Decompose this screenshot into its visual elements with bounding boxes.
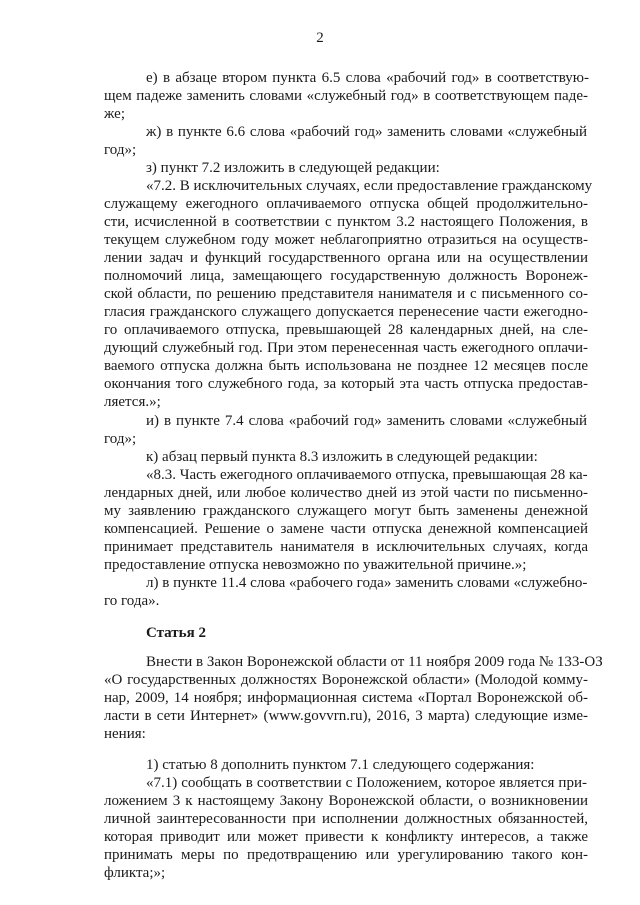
text-line: ложением 3 к настоящему Закону Воронежской области, о возникновении xyxy=(104,793,588,809)
text-line: «7.1) сообщать в соответствии с Положением, которое является при- xyxy=(146,775,587,791)
text-line: «7.2. В исключительных случаях, если предоставление гражданскому xyxy=(146,178,593,194)
text-line: Внести в Закон Воронежской области от 11 ноября 2009 года № 133-ОЗ xyxy=(146,654,603,670)
text-line: личной заинтересованности при исполнении должностных обязанностей, xyxy=(104,811,588,827)
text-line: з) пункт 7.2 изложить в следующей редакции: xyxy=(146,160,440,176)
text-line: фликта;»; xyxy=(104,865,166,881)
text-line: му заявлению гражданского служащего могут быть заменены денежной xyxy=(104,503,588,519)
text-line: год»; xyxy=(104,142,137,158)
article-heading: Статья 2 xyxy=(146,625,206,641)
text-line: принимать меры по предотвращению или урегулированию такого кон- xyxy=(104,847,588,863)
page-number: 2 xyxy=(316,30,324,46)
text-line: год»; xyxy=(104,431,137,447)
text-line: же; xyxy=(104,106,125,122)
text-line: ляется.»; xyxy=(104,394,161,410)
text-line: служащему ежегодного оплачиваемого отпуска общей продолжительно- xyxy=(104,196,588,212)
text-line: е) в абзаце втором пункта 6.5 слова «рабочий год» в соответствую- xyxy=(146,70,589,86)
text-line: нения: xyxy=(104,726,146,742)
text-line: дующий служебный год. При этом перенесенная часть ежегодного оплачи- xyxy=(104,340,588,356)
text-line: «8.3. Часть ежегодного оплачиваемого отпуска, превышающая 28 ка- xyxy=(146,467,588,483)
text-line: которая приводит или может привести к конфликту интересов, а также xyxy=(104,829,588,845)
text-line: и) в пункте 7.4 слова «рабочий год» заменить словами «служебный xyxy=(146,413,587,429)
text-line: лендарных дней, или любое количество дней из этой части по письменно- xyxy=(104,485,588,501)
text-line: го оплачиваемого отпуска, превышающей 28 календарных дней, на сле- xyxy=(104,322,588,338)
text-line: ской области, по решению представителя нанимателя и с письменного со- xyxy=(104,286,588,302)
text-line: полномочий лица, замещающего государственную должность Воронеж- xyxy=(104,268,588,284)
text-line: ж) в пункте 6.6 слова «рабочий год» заменить словами «служебный xyxy=(146,124,587,140)
text-line: принимает представитель нанимателя в исключительных случаях, когда xyxy=(104,539,588,555)
text-line: «О государственных должностях Воронежской области» (Молодой комму- xyxy=(104,672,588,688)
text-line: предоставление отпуска невозможно по уважительной причине.»; xyxy=(104,557,527,573)
text-line: 1) статью 8 дополнить пунктом 7.1 следующего содержания: xyxy=(146,757,535,773)
text-line: ваемого отпуска должна быть использована не позднее 12 месяцев после xyxy=(104,358,588,374)
text-line: л) в пункте 11.4 слова «рабочего года» заменить словами «служебно- xyxy=(146,575,588,591)
text-line: щем падеже заменить словами «служебный год» в соответствующем паде- xyxy=(104,88,588,104)
text-line: к) абзац первый пункта 8.3 изложить в следующей редакции: xyxy=(146,449,538,465)
text-line: лении задач и функций государственного органа или на осуществлении xyxy=(104,250,588,266)
text-line: ласти в сети Интернет» (www.govvrn.ru), 2016, 3 марта) следующие изме- xyxy=(104,708,588,724)
text-line: го года». xyxy=(104,593,160,609)
text-line: текущем служебном году может неблагоприятно отразиться на осуществ- xyxy=(104,232,588,248)
text-line: компенсацией. Решение о замене части отпуска денежной компенсацией xyxy=(104,521,588,537)
text-line: нар, 2009, 14 ноября; информационная система «Портал Воронежской об- xyxy=(104,690,588,706)
text-line: гласия гражданского служащего допускается перенесение части ежегодно- xyxy=(104,304,588,320)
text-line: сти, исчисленной в соответствии с пунктом 3.2 настоящего Положения, в xyxy=(104,214,588,230)
text-line: окончания того служебного года, за который эта часть отпуска предостав- xyxy=(104,376,588,392)
